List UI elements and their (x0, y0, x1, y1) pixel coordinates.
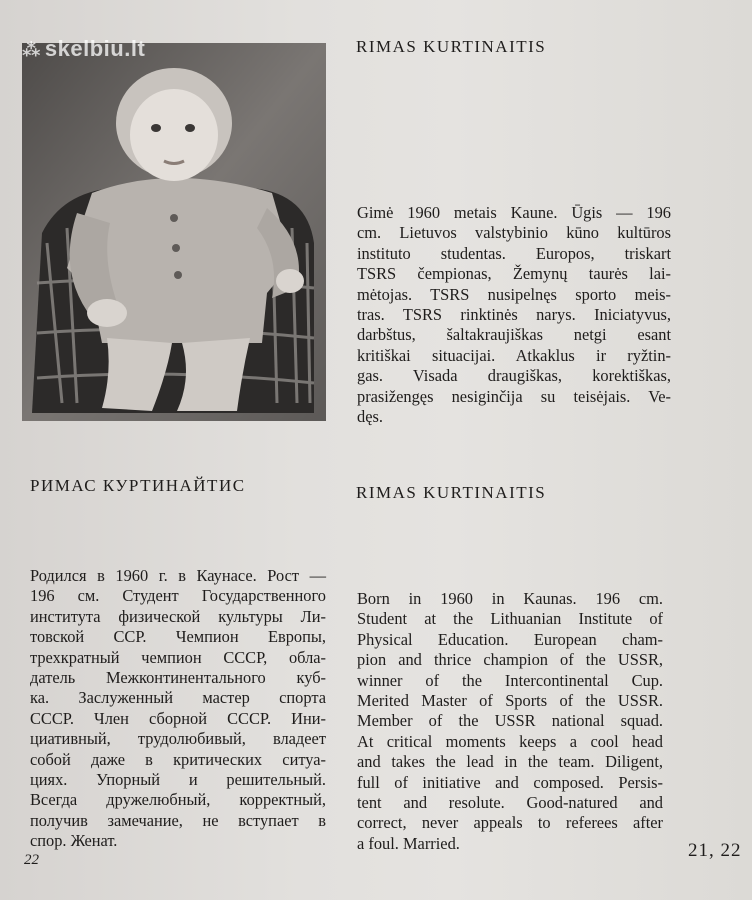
en-biography-line: At critical moments keeps a cool head (357, 731, 663, 751)
ru-biography-line: товской ССР. Чемпион Европы, (30, 627, 326, 647)
lt-biography-line: instituto studentas. Europos, triskart (357, 243, 671, 263)
child-photo-illustration (22, 43, 326, 421)
dots-icon: ⁂ (22, 40, 41, 60)
ru-biography-line: Всегда дружелюбный, корректный, (30, 790, 326, 810)
ru-biography (30, 566, 326, 852)
lt-biography-line: prasižengęs nesiginčija su teisėjais. Ve- (357, 386, 671, 406)
en-biography-line: Merited Master of Sports of the USSR. (357, 691, 663, 711)
ru-biography-line: собой даже в критических ситуа- (30, 749, 326, 769)
en-biography-line: full of initiative and composed. Persis- (357, 772, 663, 792)
en-biography (357, 589, 663, 854)
ru-biography-line: спор. Женат. (30, 831, 118, 851)
en-biography-line: pion and thrice champion of the USSR, (357, 650, 663, 670)
page-number-left: 22 (24, 852, 39, 868)
en-biography-line: Born in 1960 in Kaunas. 196 cm. (357, 589, 663, 608)
en-biography-line: Student at the Lithuanian Institute of (357, 609, 663, 629)
ru-biography-line: СССР. Член сборной СССР. Ини- (30, 708, 326, 728)
en-biography-line: winner of the Intercontinental Cup. (357, 670, 663, 690)
ru-biography-line: Родился в 1960 г. в Каунасе. Рост — (30, 566, 326, 585)
lt-biography-line: TSRS čempionas, Žemynų taurės lai- (357, 264, 671, 284)
ru-biography-line: трехкратный чемпион СССР, обла- (30, 647, 326, 667)
ru-biography-line: датель Межконтинентального куб- (30, 668, 326, 688)
ru-biography-line: ка. Заслуженный мастер спорта (30, 688, 326, 708)
lt-biography-line: tras. TSRS rinktinės narys. Iniciatyvus, (357, 305, 671, 325)
lt-biography-line: darbštus, šaltakraujiškas netgi esant (357, 325, 671, 345)
en-biography-line: correct, never appeals to referees after (357, 813, 663, 833)
lt-biography-line: kritiškai situacijai. Atkaklus ir ryžtin- (357, 345, 671, 365)
ru-heading: РИМАС КУРТИНАЙТИС (30, 476, 246, 495)
en-heading: RIMAS KURTINAITIS (356, 483, 547, 502)
en-biography-line: Physical Education. European cham- (357, 629, 663, 649)
watermark-logo: ⁂ skelbiu.lt (22, 36, 146, 61)
portrait-photo (22, 43, 326, 421)
lt-biography-line: Gimė 1960 metais Kaune. Ūgis — 196 (357, 203, 671, 222)
lt-biography-line: dęs. (357, 407, 383, 427)
en-biography-line: a foul. Married. (357, 833, 460, 853)
ru-biography-line: 196 см. Студент Государственного (30, 586, 326, 606)
lt-biography-line: cm. Lietuvos valstybinio kūno kultūros (357, 223, 671, 243)
ru-biography-line: института физической культуры Ли- (30, 606, 326, 626)
en-biography-line: Member of the USSR national squad. (357, 711, 663, 731)
ru-biography-line: циях. Упорный и решительный. (30, 770, 326, 790)
ru-biography-line: получив замечание, не вступает в (30, 810, 326, 830)
lt-heading: RIMAS KURTINAITIS (356, 37, 547, 56)
lt-biography-line: mėtojas. TSRS nusipelnęs sporto meis- (357, 284, 671, 304)
lt-biography (357, 203, 671, 427)
en-biography-line: and takes the lead in the team. Diligent, (357, 752, 663, 772)
lt-biography-line: gas. Visada draugiškas, korektiškas, (357, 366, 671, 386)
page-number-right: 21, 22 (688, 840, 742, 861)
ru-biography-line: циативный, трудолюбивый, владеет (30, 729, 326, 749)
en-biography-line: tent and resolute. Good-natured and (357, 793, 663, 813)
